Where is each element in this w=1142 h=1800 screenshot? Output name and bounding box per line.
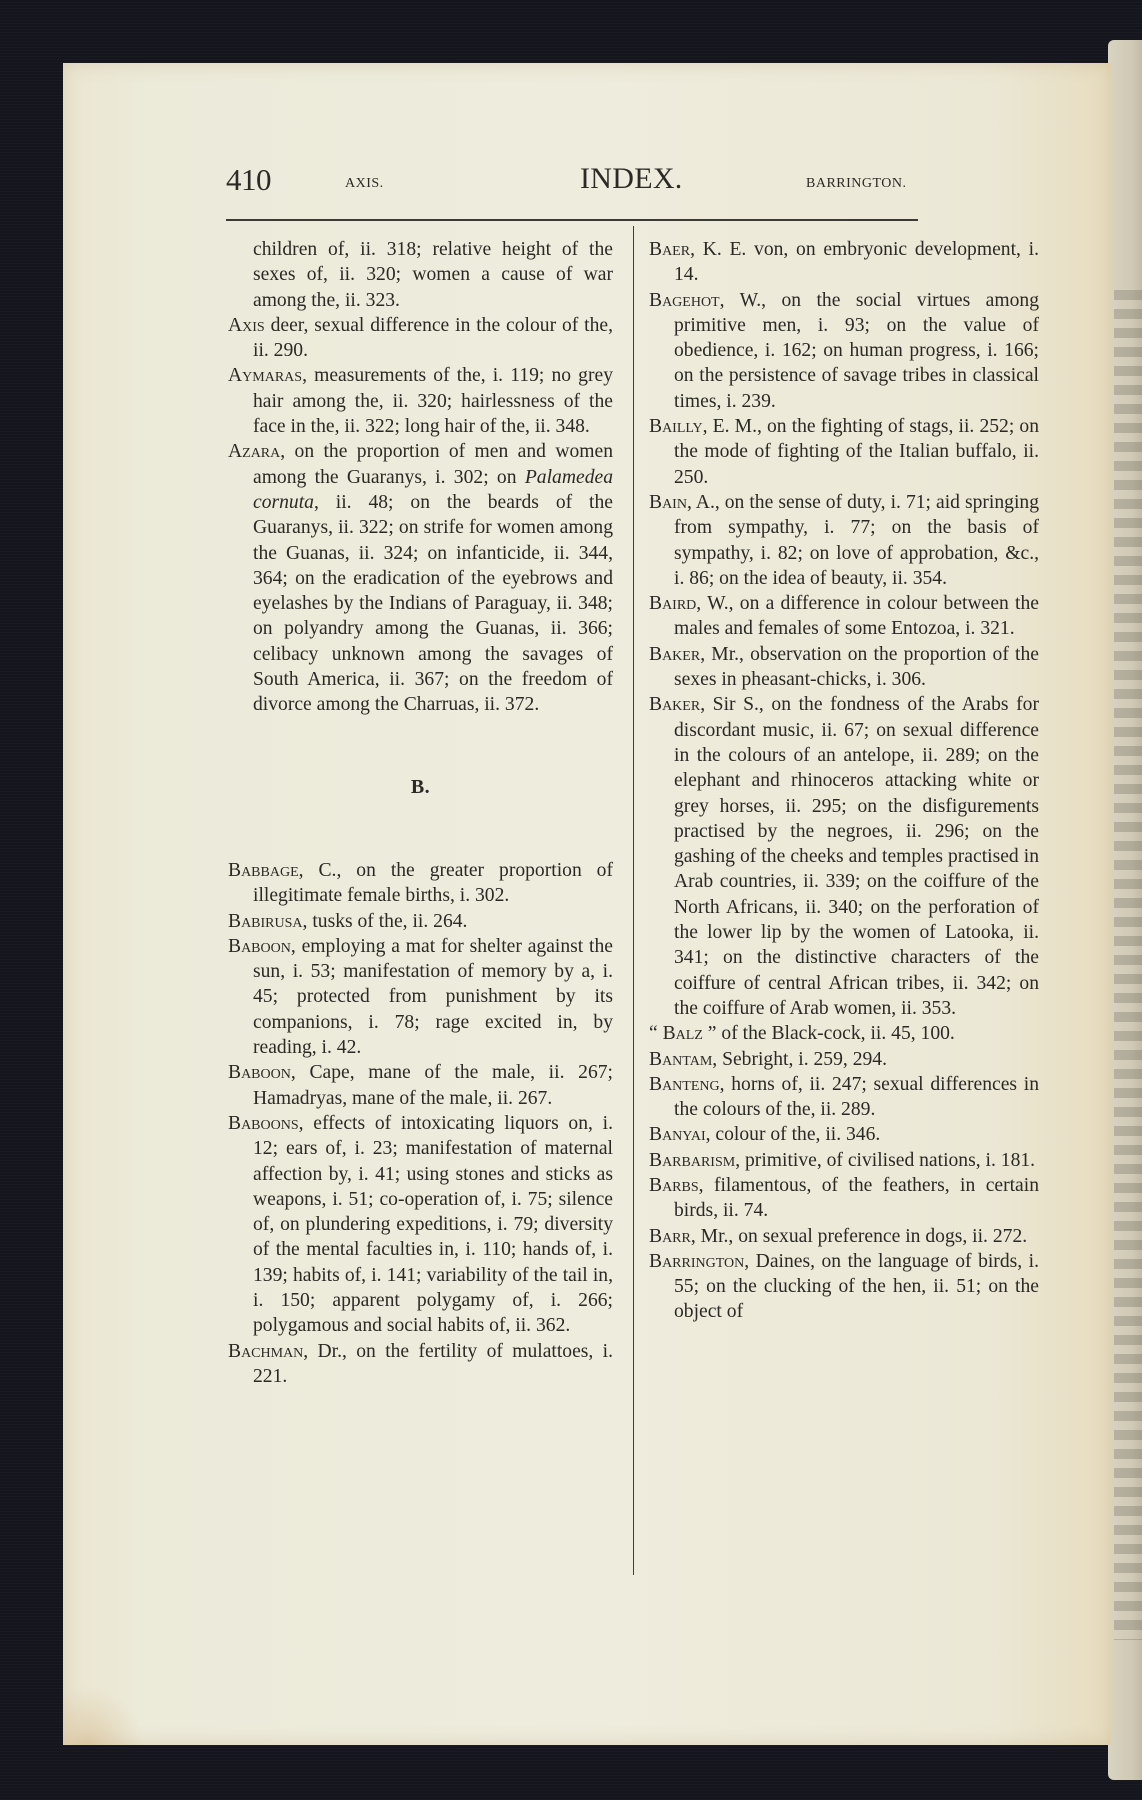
- index-entry: [228, 1060, 613, 1111]
- entry-text: ” of the Black-cock, ii. 45, 100.: [702, 1023, 955, 1045]
- entry-text: , colour of the, ii. 346.: [705, 1124, 881, 1146]
- entry-text: , W., on the social virtues among primitive men, i. 93; on the value of obedience, i. 162; on human progress, i. 166; on the persistence of savage tribes in classical times, i. 239.: [674, 289, 1039, 412]
- entry-head: Aymaras: [228, 365, 303, 387]
- entry-text: , Mr., on sexual preference in dogs, ii. 272.: [690, 1225, 1028, 1247]
- running-head-first-entry: AXIS.: [345, 176, 384, 191]
- index-entry: [649, 1047, 1039, 1072]
- header-rule: [226, 219, 918, 221]
- page-header: [226, 156, 918, 206]
- entry-head: Balz: [662, 1023, 703, 1045]
- entry-head: Azara: [228, 441, 281, 463]
- entry-head: Baboons: [228, 1112, 299, 1134]
- entry-head: Baer: [649, 239, 691, 260]
- entry-text: , Sir S., on the fondness of the Arabs for discordant music, ii. 67; on sexual difference in the colours of an antelope, ii. 289; on the elephant and rhinoceros attacking white or grey horses, ii. 295; on the disfigurements practised by the negroes, ii. 296; on the gashing of the cheeks and temples practised in Arab countries, ii. 339; on the coiffure of the North Africans, ii. 340; on the perforation of the lower lip by the women of Latooka, ii. 341; on the distinctive characters of the coiffure of central African tribes, ii. 342; on the coiffure of Arab women, ii. 353.: [674, 694, 1039, 1019]
- entry-head: Baboon: [228, 935, 291, 957]
- index-column-right: [649, 237, 1039, 1325]
- entry-text: , Dr., on the fertility of mulattoes, i. 221.: [253, 1340, 613, 1387]
- index-entry: [649, 1122, 1039, 1147]
- index-entry: [228, 363, 613, 439]
- entry-head: Baker: [649, 643, 701, 665]
- entry-head: Barr: [649, 1225, 691, 1247]
- entry-text: , filamentous, of the feathers, in certain birds, ii. 74.: [674, 1174, 1039, 1222]
- entry-head: Bailly: [649, 416, 703, 438]
- entry-head: Babbage: [228, 859, 299, 881]
- entry-text: , primitive, of civilised nations, i. 181.: [735, 1149, 1036, 1171]
- index-entry: [649, 237, 1039, 288]
- entry-head: Baird: [649, 593, 697, 615]
- index-entry: [649, 1249, 1039, 1325]
- entry-head: Baboon: [228, 1062, 291, 1084]
- entry-italic-term: Palamedea cornuta: [253, 466, 613, 513]
- entry-head: Banyai: [649, 1124, 706, 1146]
- entry-head: Barbarism: [649, 1149, 736, 1171]
- entry-text: , Mr., observation on the proportion of the sexes in pheasant-chicks, i. 306.: [674, 643, 1039, 691]
- entry-text: , A., on the sense of duty, i. 71; aid springing from sympathy, i. 77; on the basis of sympathy, i. 82; on love of approbation, &c., i. 86; on the idea of beauty, ii. 354.: [674, 491, 1039, 589]
- entry-text: , Daines, on the language of birds, i. 55; on the clucking of the hen, ii. 51; on the object of: [674, 1250, 1039, 1323]
- page-number: 410: [226, 162, 271, 197]
- entry-text: , effects of intoxicating liquors on, i. 12; ears of, i. 23; manifestation of maternal affection by, i. 41; using stones and sticks as weapons, i. 51; co-operation of, i. 75; silence of, on plundering expeditions, i. 79; diversity of the mental faculties in, i. 110; hands of, i. 139; habits of, i. 141; variability of the tail in, i. 150; apparent polygamy of, i. 266; polygamous and social habits of, ii. 362.: [253, 1112, 613, 1337]
- index-entry: [649, 1072, 1039, 1123]
- entry-text: , E. M., on the fighting of stags, ii. 252; on the mode of fighting of the Italian buffalo, ii. 250.: [674, 416, 1039, 488]
- entry-head: Banteng: [649, 1073, 720, 1095]
- entry-text: deer, sexual difference in the colour of the, ii. 290.: [253, 314, 613, 362]
- entry-text: , on the proportion of men and women among the Guaranys, i. 302; on: [253, 441, 613, 488]
- entry-head: Bagehot: [649, 289, 720, 311]
- index-entry: [649, 414, 1039, 490]
- paper-stain: [63, 1685, 143, 1745]
- entry-text: , tusks of the, ii. 264.: [302, 910, 468, 932]
- adjacent-page-text-ghost: [1114, 290, 1142, 1640]
- continued-entry: children of, ii. 318; relative height of the sexes of, ii. 320; women a cause of war among the, ii. 323.: [253, 239, 613, 311]
- index-entry: [228, 934, 613, 1060]
- entry-head: Bachman: [228, 1340, 304, 1362]
- index-entry: [649, 1021, 1039, 1046]
- entry-head: Bantam: [649, 1048, 713, 1070]
- index-entry: [649, 591, 1039, 642]
- index-entry: [649, 288, 1039, 414]
- index-entry: [228, 313, 613, 364]
- index-entry: [228, 1111, 613, 1339]
- index-entry: [649, 1173, 1039, 1224]
- running-head-title: INDEX.: [580, 162, 683, 195]
- entry-text: , employing a mat for shelter against the sun, i. 53; manifestation of memory by a, i. 45; protected from punishment by its companions, i. 78; rage excited in, by reading, i. 42.: [253, 935, 613, 1059]
- index-entry: [228, 909, 613, 934]
- running-head-last-entry: BARRINGTON.: [806, 176, 907, 191]
- entry-head: Axis: [228, 314, 265, 336]
- entry-text: , horns of, ii. 247; sexual differences in the colours of the, ii. 289.: [674, 1073, 1039, 1121]
- column-divider: [633, 226, 634, 1575]
- section-letter-heading: B.: [410, 775, 431, 798]
- entry-head: Bain: [649, 491, 687, 513]
- entry-text: , C., on the greater proportion of illegitimate female births, i. 302.: [253, 859, 613, 907]
- entry-text: , ii. 48; on the beards of the Guaranys, ii. 322; on strife for women among the Guanas, ii. 324; on infanticide, ii. 344, 364; on the eradication of the eyebrows and eyelashes by the Indians of Paraguay, ii. 348; on polyandry among the Guanas, ii. 366; celibacy unknown among the savages of South America, ii. 367; on the freedom of divorce among the Charruas, ii. 372.: [253, 491, 613, 716]
- entry-text: , W., on a difference in colour between the males and females of some Entozoa, i. 321.: [674, 593, 1039, 640]
- entry-text: , Sebright, i. 259, 294.: [712, 1048, 887, 1070]
- index-entry: [649, 642, 1039, 693]
- entry-head: Barrington: [649, 1250, 745, 1272]
- index-entry: [228, 858, 613, 909]
- index-entry: [228, 439, 613, 717]
- index-entry: [649, 1224, 1039, 1249]
- index-column-left: [228, 237, 613, 1389]
- entry-text: , measurements of the, i. 119; no grey hair among the, ii. 320; hairlessness of the face in the, ii. 322; long hair of the, ii. 348.: [253, 365, 613, 438]
- index-entry: [649, 692, 1039, 1021]
- entry-text: , Cape, mane of the male, ii. 267; Hamadryas, mane of the male, ii. 267.: [253, 1062, 613, 1109]
- entry-open-quote: “: [649, 1023, 663, 1045]
- index-entry: [649, 1148, 1039, 1173]
- entry-head: Baker: [649, 694, 701, 716]
- index-entry: [649, 490, 1039, 591]
- entry-text: , K. E. von, on embryonic development, i. 14.: [674, 239, 1039, 286]
- entry-head: Barbs: [649, 1174, 699, 1196]
- adjacent-page-edge: [1108, 40, 1142, 1780]
- entry-head: Babirusa: [228, 910, 303, 932]
- index-entry: [228, 1339, 613, 1390]
